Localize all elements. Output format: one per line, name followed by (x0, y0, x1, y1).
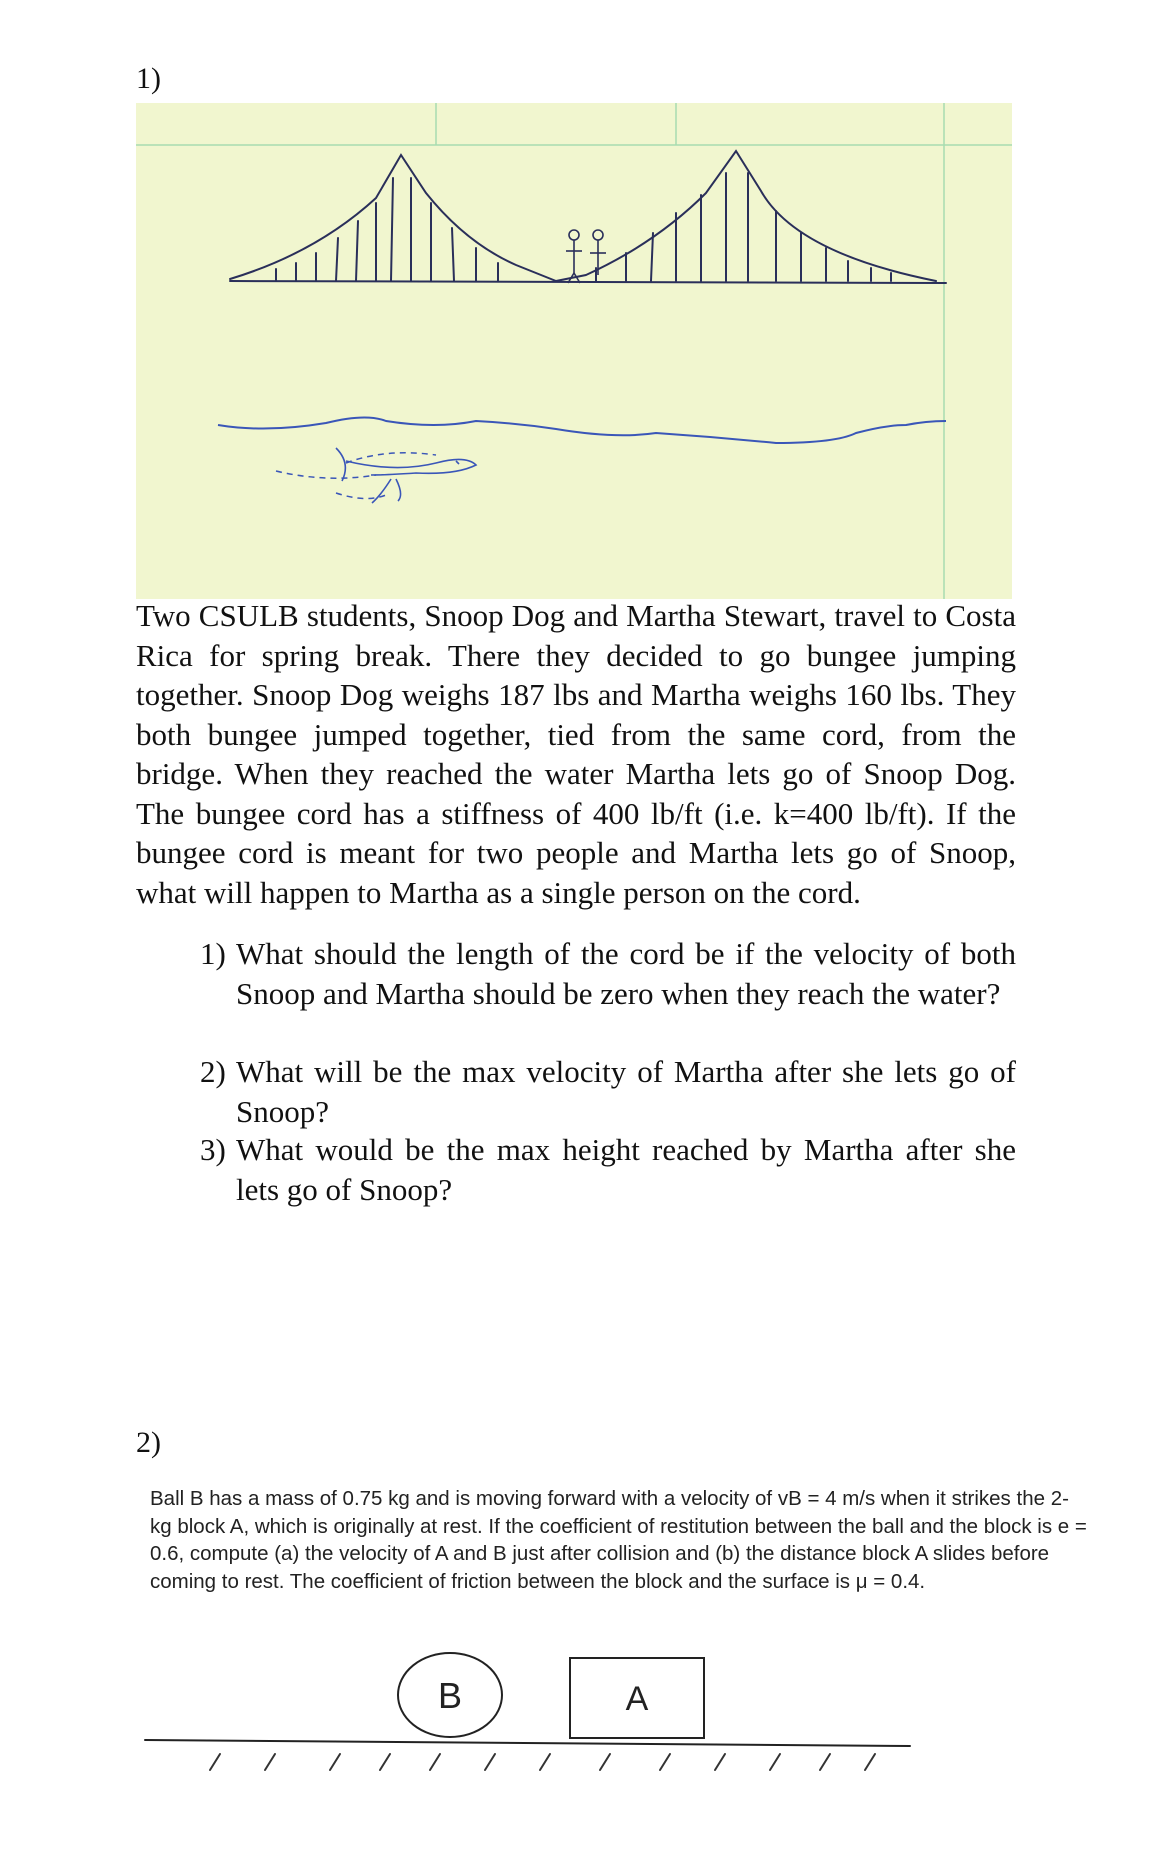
question-3-text: What would be the max height reached by Martha after she lets go of Snoop? (236, 1132, 1016, 1207)
problem-2-text: Ball B has a mass of 0.75 kg and is moving forward with a velocity of vB = 4 m/s when it strikes the 2-kg block A, which is originally at rest. If the coefficient of restitution between the ball and the block is e = 0.6, compute (a) the velocity of A and B just after collision and (b) the distance block A slides before coming to rest. The coefficient of friction between the block and the surface is μ = 0.4. (150, 1487, 1087, 1593)
bridge-sketch-drawing (136, 103, 1012, 599)
shark-sketch (276, 453, 436, 499)
ball-b-label: B (437, 1675, 463, 1716)
ground-line (145, 1740, 910, 1746)
block-a-label: A (625, 1680, 649, 1718)
bridge-sketch (136, 103, 1012, 599)
shark-body (336, 448, 476, 503)
question-1 (200, 934, 1016, 1013)
question-3-number: 3) (200, 1132, 226, 1167)
bridge-drawing (230, 151, 946, 283)
question-1-number: 1) (200, 936, 226, 971)
question-2-number: 2) (200, 1054, 226, 1089)
collision-figure-drawing (140, 1640, 920, 1790)
question-2 (200, 1052, 1016, 1131)
ground-hatching (210, 1754, 875, 1770)
question-2-text: What will be the max velocity of Martha after she lets go of Snoop? (236, 1054, 1016, 1129)
question-1-text: What should the length of the cord be if the velocity of both Snoop and Martha should be zero when they reach the water? (236, 936, 1016, 1011)
problem-1-number: 1) (136, 62, 161, 95)
question-3 (200, 1130, 1016, 1209)
water-line (218, 417, 946, 443)
collision-figure (140, 1640, 920, 1790)
problem-2-number: 2) (136, 1426, 161, 1459)
grid-lines (136, 103, 1012, 599)
problem-1-paragraph: Two CSULB students, Snoop Dog and Martha Stewart, travel to Costa Rica for spring break. There they decided to go bungee jumping together. Snoop Dog weighs 187 lbs and Martha weighs 160 lbs. They both bungee jumped together, tied from the same cord, from the bridge. When they reached the water Martha lets go of Snoop Dog. The bungee cord has a stiffness of 400 lb/ft (i.e. k=400 lb/ft). If the bungee cord is meant for two people and Martha lets go of Snoop, what will happen to Martha as a single person on the cord. (136, 598, 1016, 910)
